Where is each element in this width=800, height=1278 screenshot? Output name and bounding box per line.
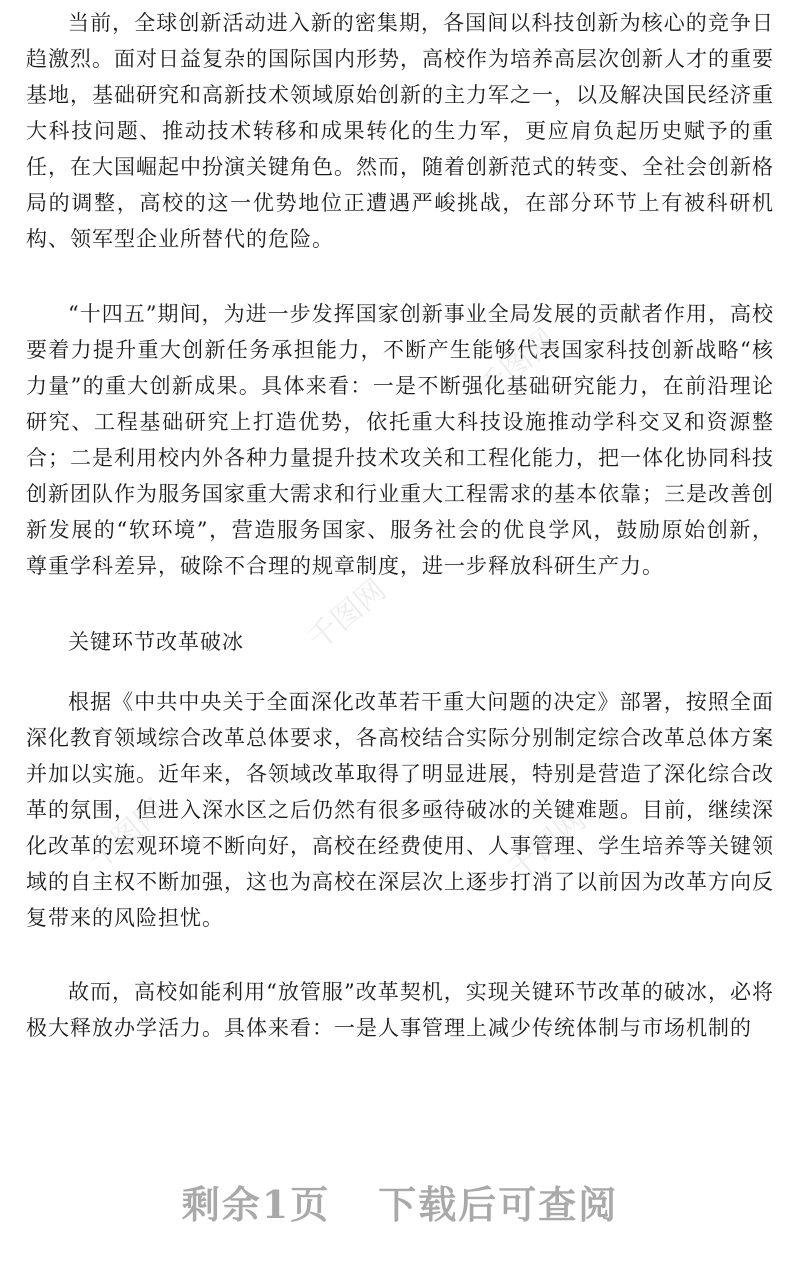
remaining-pages-label: 剩余1页 <box>181 1182 331 1227</box>
paragraph-1: 当前，全球创新活动进入新的密集期，各国间以科技创新为核心的竞争日趋激烈。面对日益复杂的国际国内形势，高校作为培养高层次创新人才的重要基地，基础研究和高新技术领域原始创新的主力军之一，以及解决国民经济重大科技问题、推动技术转移和成果转化的生力军，更应肩负起历史赋予的重任，在大国崛起中扮演关键角色。然而，随着创新范式的转变、全社会创新格局的调整，高校的这一优势地位正遭遇严峻挑战，在部分环节上有被科研机构、领军型企业所替代的危险。 <box>26 11 774 251</box>
paragraph-4: 故而，高校如能利用“放管服”改革契机，实现关键环节改革的破冰，必将极大释放办学活力。具体来看：一是人事管理上减少传统体制与市场机制的 <box>26 980 774 1040</box>
watermark: 千图网 <box>471 322 563 408</box>
watermark: 千图网 <box>501 802 593 888</box>
download-to-view-label: 下载后可查阅 <box>378 1182 619 1227</box>
download-prompt[interactable] <box>0 1174 800 1229</box>
paragraph-3: 根据《中共中央关于全面深化改革若干重大问题的决定》部署，按照全面深化教育领域综合改革总体要求，各高校结合实际分别制定综合改革总体方案并加以实施。近年来，各领域改革取得了明显进展，特别是营造了深化综合改革的氛围，但进入深水区之后仍然有很多亟待破冰的关键难题。目前，继续深化改革的宏观环境不断向好，高校在经费使用、人事管理、学生培养等关键领域的自主权不断加强，这也为高校在深层次上逐步打消了以前因为改革方向反复带来的风险担忧。 <box>26 690 774 930</box>
watermark: 千图网 <box>301 572 393 658</box>
watermark: 千图网 <box>81 792 173 878</box>
section-heading: 关键环节改革破冰 <box>68 630 244 654</box>
paragraph-2: “十四五”期间，为进一步发挥国家创新事业全局发展的贡献者作用，高校要着力提升重大创新任务承担能力，不断产生能够代表国家科技创新战略“核力量”的重大创新成果。具体来看：一是不断强化基础研究能力，在前沿理论研究、工程基础研究上打造优势，依托重大科技设施推动学科交叉和资源整合；二是利用校内外各种力量提升技术攻关和工程化能力，把一体化协同科技创新团队作为服务国家重大需求和行业重大工程需求的基本依靠；三是改善创新发展的“软环境”，营造服务国家、服务社会的优良学风，鼓励原始创新，尊重学科差异，破除不合理的规章制度，进一步释放科研生产力。 <box>26 302 774 578</box>
